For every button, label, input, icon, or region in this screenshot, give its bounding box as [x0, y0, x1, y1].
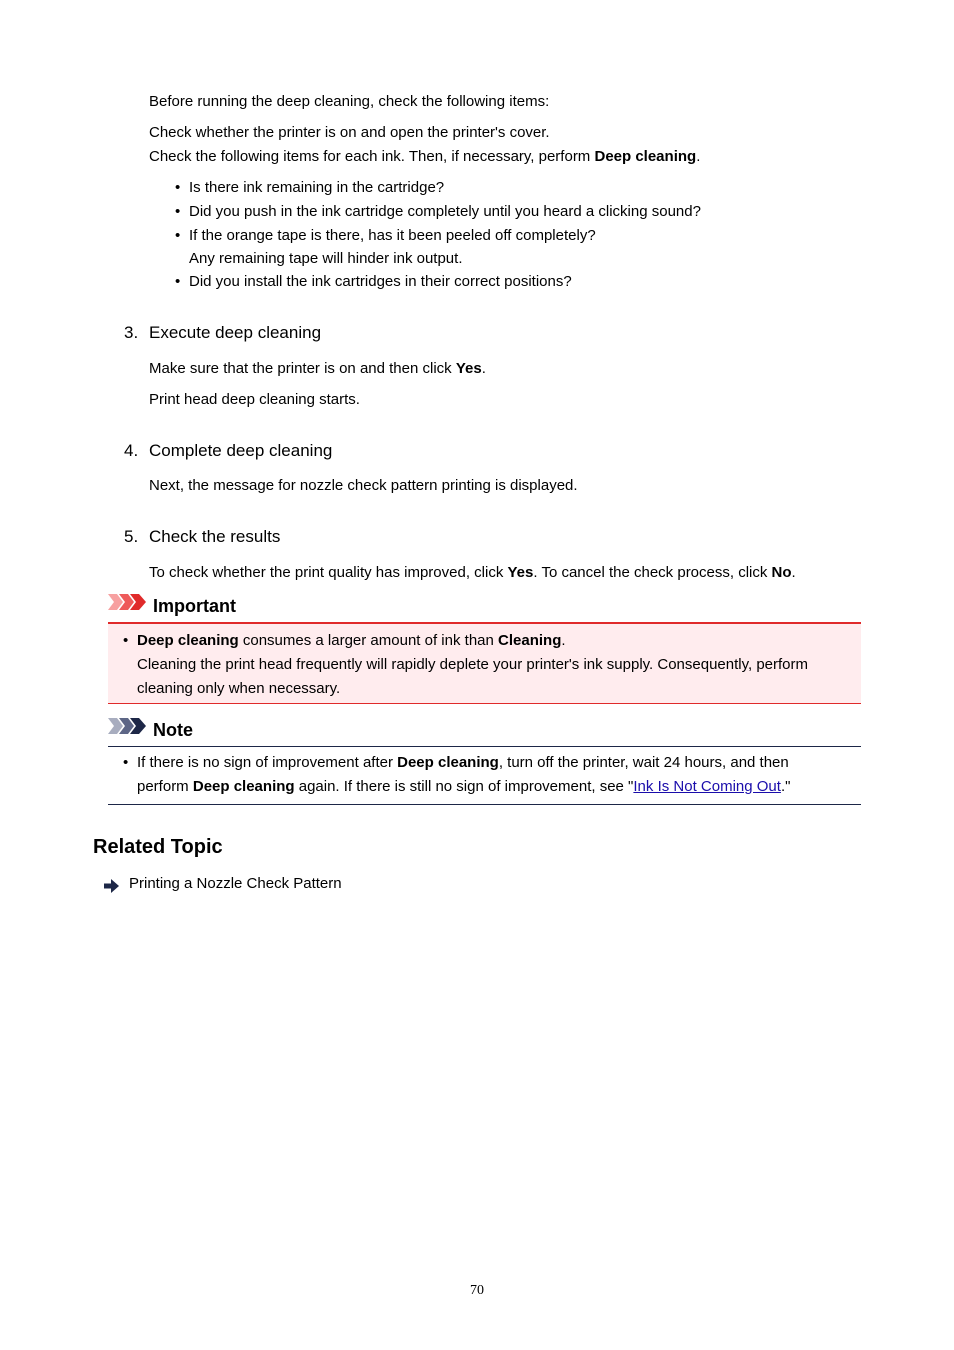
- list-item: • If the orange tape is there, has it been peeled off completely?: [175, 224, 701, 248]
- intro-line-2: Check whether the printer is on and open the printer's cover.: [149, 124, 550, 141]
- intro-line-3-text: Check the following items for each ink. Then, if necessary, perform: [149, 148, 595, 165]
- note-line-1-end: , turn off the printer, wait 24 hours, and then: [498, 754, 789, 771]
- note-line-2: [137, 775, 790, 799]
- checklist-last: [175, 270, 572, 294]
- related-topic-title: Related Topic: [93, 836, 223, 858]
- step-5-text-mid: . To cancel the check process, click: [533, 564, 772, 581]
- intro-line-3: [149, 145, 700, 169]
- step-3-number: 3.: [124, 323, 139, 342]
- note-line-1-text: If there is no sign of improvement after: [137, 754, 398, 771]
- checklist: [175, 176, 701, 248]
- note-line-2-end: .": [780, 778, 791, 795]
- important-line-1-text: consumes a larger amount of ink than: [238, 632, 499, 649]
- note-box: [108, 746, 861, 805]
- important-line-1: [137, 629, 566, 653]
- deep-cleaning-term: Deep cleaning: [137, 632, 239, 649]
- deep-cleaning-term: Deep cleaning: [192, 778, 295, 795]
- note-line-2-text: perform: [137, 778, 193, 795]
- step-5-text: [149, 561, 796, 585]
- step-5-text-end: .: [791, 564, 796, 581]
- no-term: No: [771, 564, 792, 581]
- important-line-1-end: .: [561, 632, 566, 649]
- list-item: • Did you push in the ink cartridge completely until you heard a clicking sound?: [175, 200, 701, 224]
- note-line-2-mid: again. If there is still no sign of improvement, see ": [294, 778, 634, 795]
- step-5-number: 5.: [124, 527, 139, 546]
- deep-cleaning-term: Deep cleaning: [397, 754, 499, 771]
- triple-chevron-navy-icon: [108, 718, 148, 742]
- step-3-text-1-end: .: [481, 360, 486, 377]
- cleaning-term: Cleaning: [498, 632, 562, 649]
- note-label: Note: [153, 720, 193, 740]
- bullet: •: [123, 632, 129, 649]
- important-heading: [108, 594, 236, 618]
- step-4-number: 4.: [124, 441, 139, 460]
- yes-term: Yes: [455, 360, 482, 377]
- step-5-text-body: To check whether the print quality has improved, click: [149, 564, 508, 581]
- list-item: • Did you install the ink cartridges in their correct positions?: [175, 270, 572, 294]
- bullet: •: [123, 754, 129, 771]
- step-3-title: Execute deep cleaning: [149, 323, 322, 342]
- step-5-title: Check the results: [149, 527, 281, 546]
- note-heading: [108, 718, 193, 742]
- list-item: • Is there ink remaining in the cartridge?: [175, 176, 701, 200]
- arrow-right-icon: [104, 877, 120, 891]
- triple-chevron-red-icon: [108, 594, 148, 618]
- ink-not-coming-out-link[interactable]: Ink Is Not Coming Out: [633, 778, 781, 795]
- intro-line-1: Before running the deep cleaning, check the following items:: [149, 93, 550, 110]
- intro-line-3-end: .: [696, 148, 701, 165]
- step-3-text-2: Print head deep cleaning starts.: [149, 391, 360, 408]
- important-line-3: cleaning only when necessary.: [137, 680, 341, 697]
- step-4-title: Complete deep cleaning: [149, 441, 333, 460]
- deep-cleaning-term: Deep cleaning: [594, 148, 697, 165]
- related-topic-item[interactable]: [104, 872, 342, 896]
- step-3-text-1-body: Make sure that the printer is on and then click: [149, 360, 456, 377]
- related-topic-link[interactable]: Printing a Nozzle Check Pattern: [129, 875, 342, 892]
- yes-term: Yes: [507, 564, 534, 581]
- step-3-text-1: [149, 357, 486, 381]
- note-line-1: [137, 751, 789, 775]
- important-label: Important: [153, 596, 236, 616]
- step-4-text-1: Next, the message for nozzle check pattern printing is displayed.: [149, 477, 578, 494]
- important-line-2: Cleaning the print head frequently will rapidly deplete your printer's ink supply. Consequently, perform: [137, 656, 809, 673]
- important-box: [108, 622, 861, 704]
- checklist-continuation: Any remaining tape will hinder ink output.: [189, 250, 463, 267]
- page-number: 70: [470, 1283, 484, 1298]
